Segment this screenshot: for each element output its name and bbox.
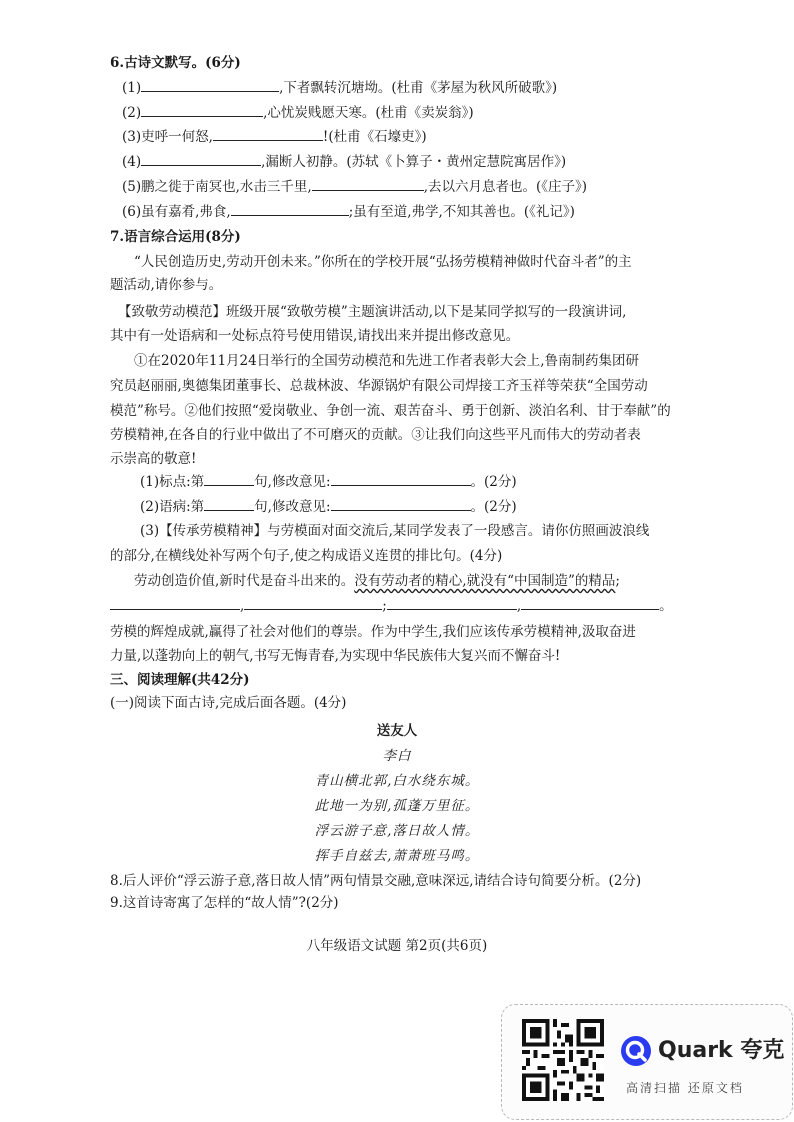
q9: 9.这首诗寄寓了怎样的“故人情”?(2分) xyxy=(110,895,339,911)
page-footer: 八年级语文试题 第2页(共6页) xyxy=(306,938,488,954)
section-3-sub-1: (一)阅读下面古诗,完成后面各题。(4分) xyxy=(110,695,347,711)
answer-blank[interactable] xyxy=(387,595,517,610)
poem-line-4: 挥手自兹去,萧萧班马鸣。 xyxy=(314,848,480,864)
after-line-2: 力量,以蓬勃向上的朝气,书写无悔青春,为实现中华民族伟大复兴而不懈奋斗! xyxy=(110,648,561,664)
poem-line-2: 此地一为别,孤蓬万里征。 xyxy=(314,798,480,814)
q6-line-3: (3)吏呼一何怒, !(杜甫《石壕吏》) xyxy=(122,126,427,148)
answer-blank[interactable] xyxy=(331,471,471,486)
q7-sub-3-line-1: (3)【传承劳模精神】与劳模面对面交流后,某同学发表了一段感言。请你仿照画波浪线 xyxy=(140,523,650,539)
q7-sub-3-line-2: 的部分,在横线处补写两个句子,使之构成语义连贯的排比句。(4分) xyxy=(110,548,503,564)
q7-task-line-2: 其中有一处语病和一处标点符号使用错误,请找出来并提出修改意见。 xyxy=(110,328,520,344)
poem-line-1: 青山横北郭,白水绕东城。 xyxy=(314,773,480,789)
answer-blank[interactable] xyxy=(312,176,424,191)
section-3-title: 三、阅读理解(共42分) xyxy=(110,672,250,688)
poem-line-3: 浮云游子意,落日故人情。 xyxy=(314,823,480,839)
speech-line-2: 究员赵丽丽,奥德集团董事长、总裁林波、华源锅炉有限公司焊接工齐玉祥等荣获“全国劳动 xyxy=(110,378,648,394)
quark-brand-name: Quark 夸克 xyxy=(658,1038,785,1063)
q8: 8.后人评价“浮云游子意,落日故人情”两句情景交融,意味深远,请结合诗句简要分析。(2分) xyxy=(110,873,642,889)
answer-blank[interactable] xyxy=(331,496,471,511)
poem-author: 李白 xyxy=(382,748,412,764)
q6-line-6: (6)虽有嘉肴,弗食, ;虽有至道,弗学,不知其善也。(《礼记》) xyxy=(122,201,575,223)
speech-line-4: 劳模精神,在各自的行业中做出了不可磨灭的贡献。③让我们向这些平凡而伟大的劳动者表 xyxy=(110,427,641,443)
answer-blank[interactable] xyxy=(213,126,323,141)
answer-blank[interactable] xyxy=(141,151,261,166)
speech-line-5: 示崇高的敬意! xyxy=(110,451,197,467)
quark-scan-badge xyxy=(501,1004,793,1120)
poem-title: 送友人 xyxy=(376,723,418,739)
answer-blank[interactable] xyxy=(110,595,240,610)
answer-blank[interactable] xyxy=(231,201,349,216)
q6-line-4: (4) ,漏断人初静。(苏轼《卜算子・黄州定慧院寓居作》) xyxy=(122,151,566,173)
speech-line-3: 模范”称号。②他们按照“爱岗敬业、争创一流、艰苦奋斗、勇于创新、淡泊名利、甘于奉献”的 xyxy=(110,403,671,419)
answer-blank[interactable] xyxy=(521,595,659,610)
speech-line-1: ①在2020年11月24日举行的全国劳动模范和先进工作者表彰大会上,鲁南制药集团研 xyxy=(134,353,640,369)
answer-blank[interactable] xyxy=(244,595,382,610)
q6-title: 6.古诗文默写。(6分) xyxy=(110,55,241,71)
model-sentence: 劳动创造价值,新时代是奋斗出来的。没有劳动者的精心,就没有“中国制造”的精品; xyxy=(134,573,620,589)
quark-logo-icon xyxy=(620,1035,652,1067)
q7-intro-line-2: 题活动,请你参与。 xyxy=(110,277,223,293)
answer-blank[interactable] xyxy=(204,496,254,511)
fill-in-line: , ; , 。 xyxy=(110,595,673,617)
q7-intro-line-1: “人民创造历史,劳动开创未来。”你所在的学校开展“弘扬劳模精神做时代奋斗者”的主 xyxy=(134,254,632,270)
quark-tagline: 高清扫描 还原文档 xyxy=(626,1081,744,1095)
q7-title: 7.语言综合运用(8分) xyxy=(110,229,241,245)
answer-blank[interactable] xyxy=(141,77,279,92)
q6-line-1: (1) ,下者飘转沉塘坳。(杜甫《茅屋为秋风所破歌》) xyxy=(122,77,557,99)
answer-blank[interactable] xyxy=(141,102,263,117)
qr-code-icon xyxy=(522,1019,604,1101)
answer-blank[interactable] xyxy=(204,471,254,486)
q7-sub-1: (1)标点:第 句,修改意见: 。(2分) xyxy=(140,471,517,493)
q6-line-5: (5)鹏之徙于南冥也,水击三千里, ,去以六月息者也。(《庄子》) xyxy=(122,176,587,198)
q6-line-2: (2) ,心忧炭贱愿天寒。(杜甫《卖炭翁》) xyxy=(122,102,474,124)
q7-sub-2: (2)语病:第 句,修改意见: 。(2分) xyxy=(140,496,517,518)
q7-task-line-1: 【致敬劳动模范】班级开展“致敬劳模”主题演讲活动,以下是某同学拟写的一段演讲词, xyxy=(118,304,627,320)
wavy-underlined-text: 没有劳动者的精心,就没有“中国制造”的精品 xyxy=(354,573,616,589)
after-line-1: 劳模的辉煌成就,赢得了社会对他们的尊崇。作为中学生,我们应该传承劳模精神,汲取奋进 xyxy=(110,624,636,640)
